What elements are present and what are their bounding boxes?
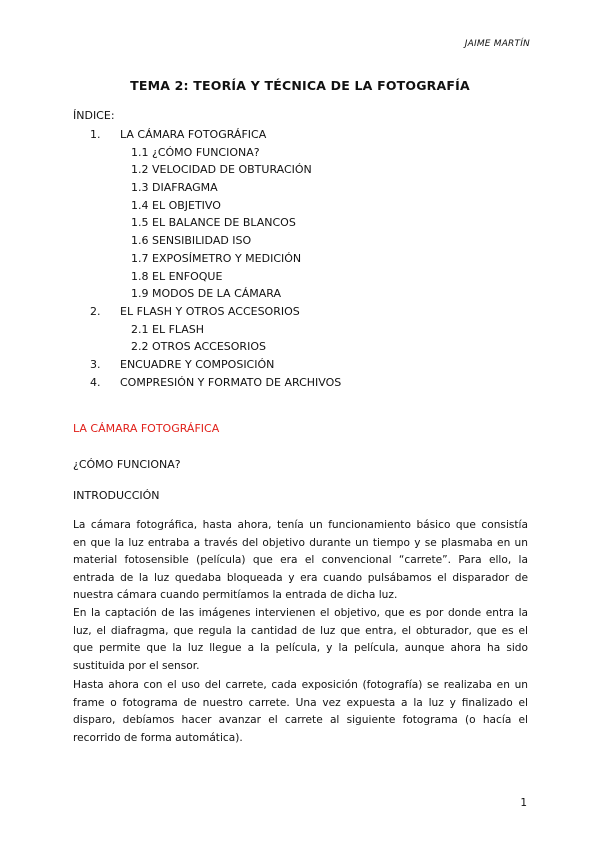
toc-item-label: EL FLASH Y OTROS ACCESORIOS [120, 304, 300, 318]
paragraph-line: recorrido de forma automática). [73, 731, 243, 744]
toc-item-label: ENCUADRE Y COMPOSICIÓN [120, 357, 275, 371]
toc-item-label: COMPRESIÓN Y FORMATO DE ARCHIVOS [120, 375, 342, 389]
toc-subitem: 1.2 VELOCIDAD DE OBTURACIÓN [131, 163, 312, 177]
index-label: ÍNDICE: [73, 109, 115, 122]
table-of-contents [73, 126, 533, 391]
paragraph-2 [73, 605, 528, 675]
toc-item-number: 4. [90, 375, 101, 389]
paragraph-1 [73, 517, 528, 605]
toc-subitem: 1.5 EL BALANCE DE BLANCOS [131, 216, 296, 230]
paragraph-line: frame o fotograma de nuestro carrete. Una vez expuesta a la luz y finalizado el [73, 696, 528, 709]
paragraph-line: nuestra cámara cuando permitíamos la entrada de dicha luz. [73, 589, 398, 602]
section-title: LA CÁMARA FOTOGRÁFICA [73, 422, 220, 435]
toc-item [73, 126, 533, 144]
paragraph-3 [73, 677, 528, 747]
author-header: JAIME MARTÍN [464, 39, 530, 49]
toc-subitem: 1.1 ¿CÓMO FUNCIONA? [131, 145, 260, 159]
paragraph-line: disparo, debíamos hacer avanzar el carrete al siguiente fotograma (o hacía el [73, 714, 528, 727]
toc-subitem: 1.9 MODOS DE LA CÁMARA [131, 287, 282, 301]
toc-item [73, 303, 533, 321]
toc-item [73, 356, 533, 374]
paragraph-line: Hasta ahora con el uso del carrete, cada exposición (fotografía) se realizaba en un [73, 679, 528, 691]
toc-subitem: 2.1 EL FLASH [131, 322, 205, 336]
paragraph-line: En la captación de las imágenes intervienen el objetivo, que es por donde entra la [73, 607, 528, 619]
toc-subitem: 1.4 EL OBJETIVO [131, 198, 221, 212]
toc-subitem: 2.2 OTROS ACCESORIOS [131, 340, 266, 354]
page-title: TEMA 2: TEORÍA Y TÉCNICA DE LA FOTOGRAFÍA [130, 78, 470, 93]
toc-item-number: 2. [90, 304, 101, 318]
toc-item-number: 1. [90, 128, 101, 141]
page-number: 1 [520, 797, 527, 809]
paragraph-line: La cámara fotográfica, hasta ahora, tenía un funcionamiento básico que consistía [73, 519, 528, 531]
toc-item-number: 3. [90, 357, 101, 371]
toc-item-label: LA CÁMARA FOTOGRÁFICA [120, 128, 267, 141]
toc-subitem: 1.6 SENSIBILIDAD ISO [131, 234, 252, 248]
toc-item [73, 374, 533, 392]
paragraph-line: entrada de la luz quedaba bloqueada y era cuando pulsábamos el disparador de [73, 571, 528, 584]
paragraph-line: sustituida por el sensor. [73, 659, 200, 672]
subsection-question: ¿CÓMO FUNCIONA? [73, 458, 181, 471]
paragraph-line: luz, el diafragma, que regula la cantidad de luz que entra, el obturador, que es el [73, 624, 528, 637]
intro-heading: INTRODUCCIÓN [73, 489, 160, 502]
paragraph-line: que permite que la luz llegue a la película, y la película, aunque ahora ha sido [73, 642, 528, 655]
toc-subitem: 1.3 DIAFRAGMA [131, 181, 218, 195]
toc-subitem: 1.7 EXPOSÍMETRO Y MEDICIÓN [131, 251, 302, 265]
paragraph-line: en que la luz entraba a través del objetivo durante un tiempo y se plasmaba en un [73, 536, 528, 549]
toc-subitem: 1.8 EL ENFOQUE [131, 269, 223, 283]
paragraph-line: material fotosensible (película) que era el convencional “carrete”. Para ello, la [73, 554, 528, 567]
